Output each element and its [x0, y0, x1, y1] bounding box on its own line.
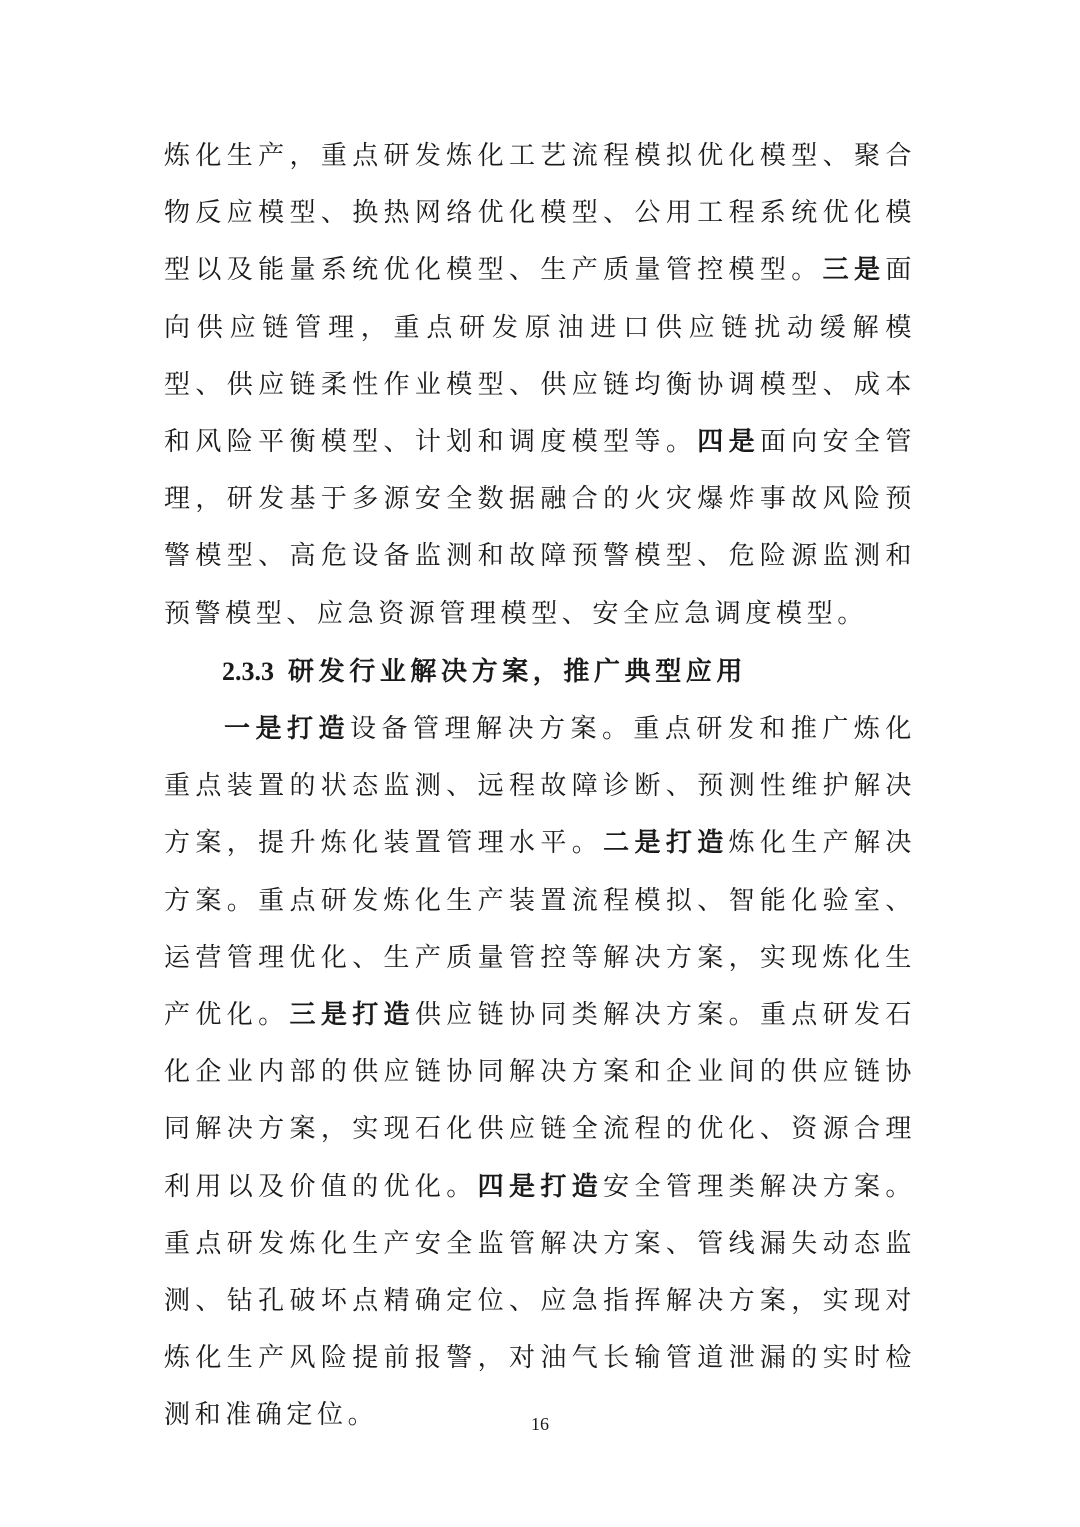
bold-run: 四是打造: [477, 1171, 604, 1202]
bold-run: 三是: [822, 255, 886, 286]
section-heading: [164, 643, 916, 701]
bold-run: 二是打造: [603, 828, 729, 859]
section-number: 2.3.3: [222, 656, 274, 686]
text-run: 面向安全管理，研发基于多源安全数据融合的火灾爆炸事故风险预警模型、高危设备监测和故障预警模型、危险源监测和预警模型、应急资源管理模型、安全应急调度模型。: [164, 427, 916, 629]
bold-run: 四是: [697, 427, 760, 458]
section-title: 研发行业解决方案，推广典型应用: [288, 656, 748, 687]
bold-run: 一是打造: [224, 714, 350, 745]
bold-run: 三是打造: [289, 1000, 415, 1031]
page-number: 16: [531, 1414, 549, 1434]
text-run: 供应链协同类解决方案。重点研发石化企业内部的供应链协同解决方案和企业间的供应链协同解决方案，实现石化供应链全流程的优化、资源合理利用以及价值的优化。: [164, 1000, 917, 1202]
text-run: 炼化生产，重点研发炼化工艺流程模拟优化模型、聚合物反应模型、换热网络优化模型、公用工程系统优化模型以及能量系统优化模型、生产质量管控模型。: [164, 141, 916, 286]
paragraph-solutions: [164, 701, 916, 1445]
text-run: 设备管理解决方案。重点研发和推广炼化重点装置的状态监测、远程故障诊断、预测性维护解决方案，提升炼化装置管理水平。: [164, 714, 916, 859]
paragraph-continuation: [164, 128, 916, 643]
text-run: 面向供应链管理，重点研发原油进口供应链扰动缓解模型、供应链柔性作业模型、供应链均衡协调模型、成本和风险平衡模型、计划和调度模型等。: [164, 255, 916, 458]
body-text: [164, 128, 916, 1445]
text-run: 安全管理类解决方案。重点研发炼化生产安全监管解决方案、管线漏失动态监测、钻孔破坏点精确定位、应急指挥解决方案，实现对炼化生产风险提前报警，对油气长输管道泄漏的实时检测和准确定位。: [164, 1171, 916, 1431]
text-run: 炼化生产解决方案。重点研发炼化生产装置流程模拟、智能化验室、运营管理优化、生产质量管控等解决方案，实现炼化生产优化。: [164, 828, 916, 1031]
